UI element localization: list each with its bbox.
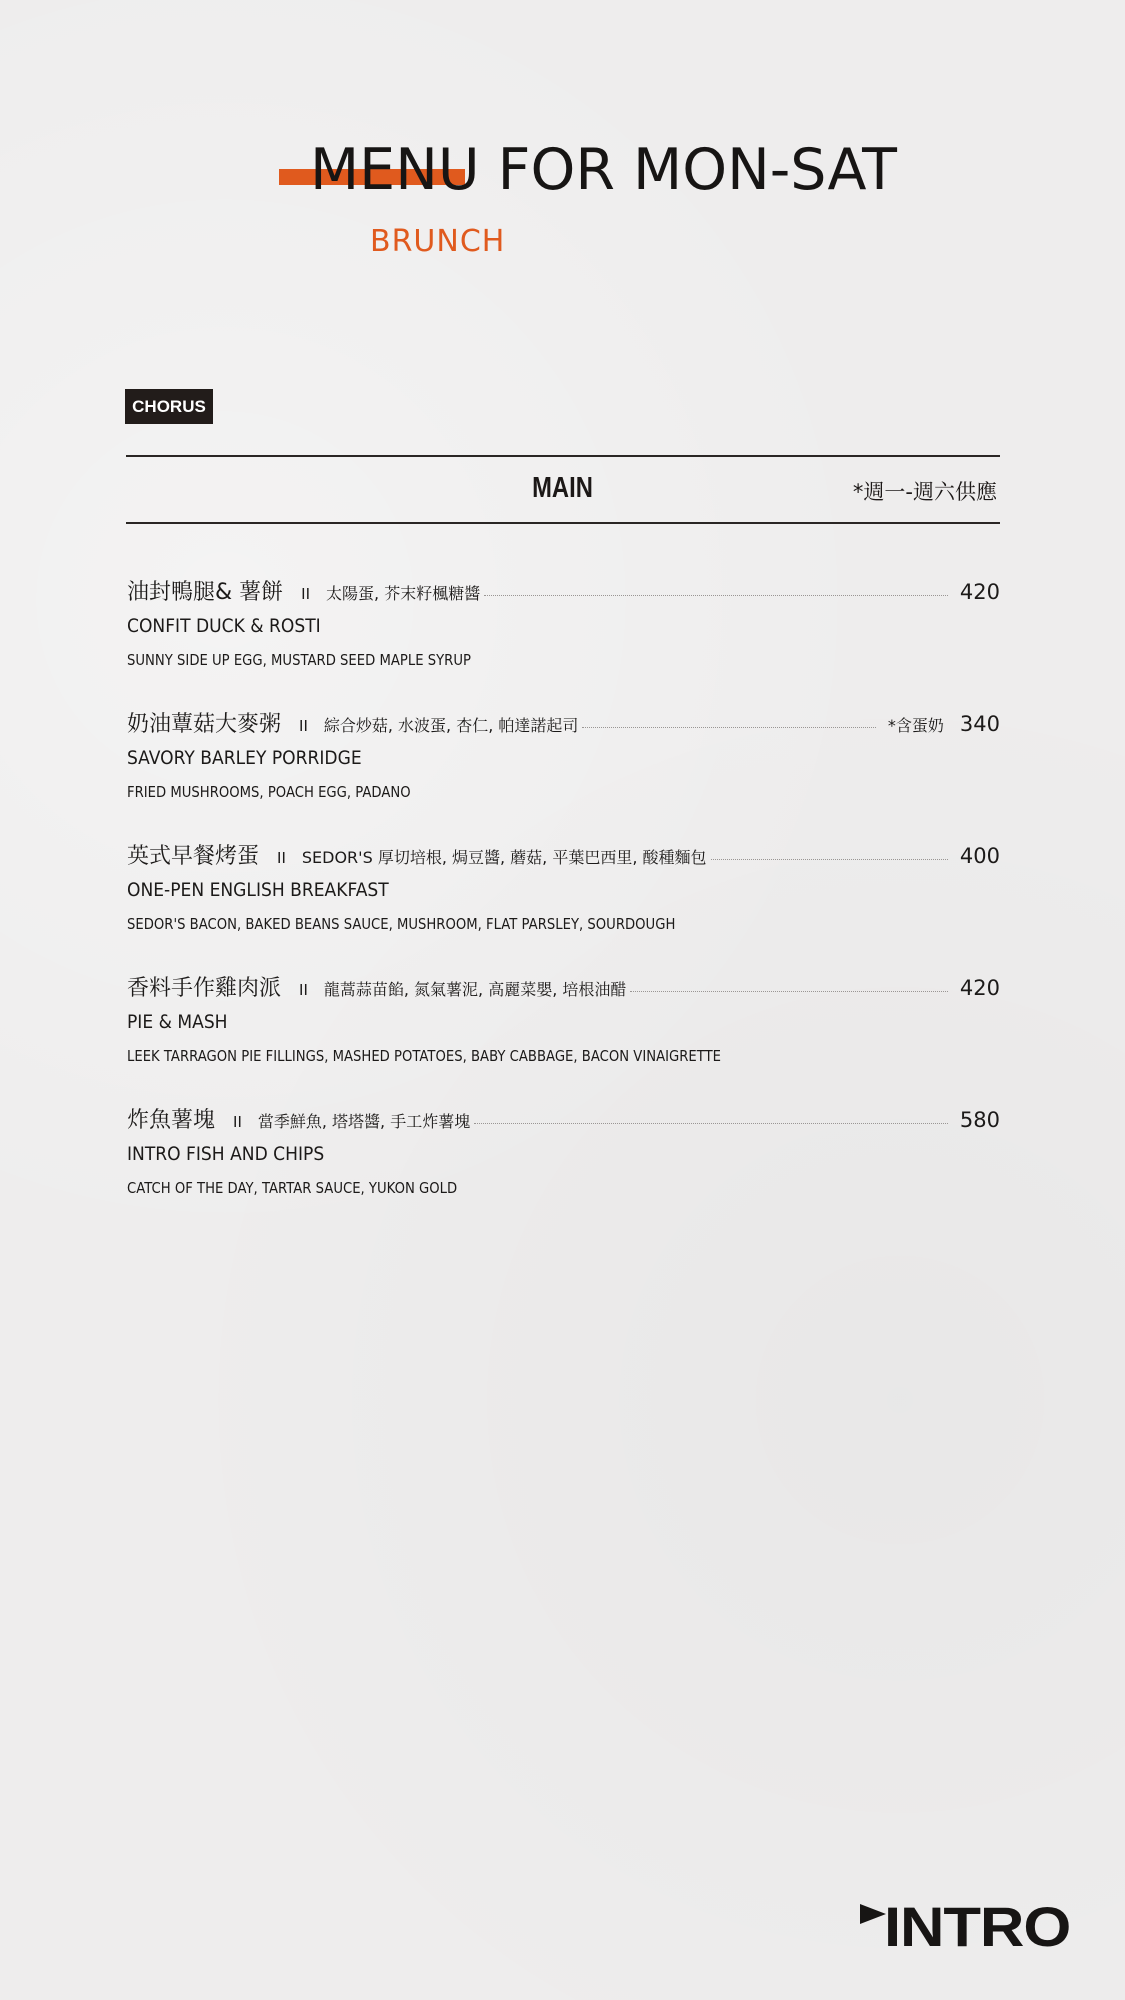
menu-item xyxy=(127,839,1000,971)
item-separator: II xyxy=(301,585,311,603)
menu-item-line xyxy=(127,839,1000,873)
item-separator: II xyxy=(299,981,308,999)
item-name-zh: 奶油蕈菇大麥粥 xyxy=(127,712,282,737)
menu-item-line xyxy=(127,575,1000,609)
item-separator: II xyxy=(233,1113,242,1131)
menu-item xyxy=(127,971,1000,1103)
menu-list xyxy=(127,575,1000,1235)
item-allergen-note: *含蛋奶 xyxy=(887,716,944,735)
dotted-leader xyxy=(630,991,948,992)
item-name-en: INTRO FISH AND CHIPS xyxy=(127,1143,325,1165)
item-separator: II xyxy=(277,849,286,867)
section-title: MAIN xyxy=(532,472,593,504)
page-title: MENU FOR MON-SAT xyxy=(310,137,897,203)
item-description-zh: 龍蒿蒜苗餡, 氮氣薯泥, 高麗菜嬰, 培根油醋 xyxy=(323,980,627,999)
dotted-leader xyxy=(474,1123,948,1124)
item-description-en: CATCH OF THE DAY, TARTAR SAUCE, YUKON GOLD xyxy=(127,1179,458,1197)
item-description-en: LEEK TARRAGON PIE FILLINGS, MASHED POTATOES, BABY CABBAGE, BACON VINAIGRETTE xyxy=(127,1047,721,1065)
item-description-zh: 太陽蛋, 芥末籽楓糖醬 xyxy=(326,584,481,603)
item-name-zh: 炸魚薯塊 xyxy=(127,1108,216,1133)
item-name-en: PIE & MASH xyxy=(127,1011,228,1033)
item-name-en: SAVORY BARLEY PORRIDGE xyxy=(127,747,362,769)
play-triangle-icon xyxy=(860,1904,886,1924)
item-name-zh: 油封鴨腿& 薯餅 xyxy=(127,580,284,605)
item-name-en: ONE-PEN ENGLISH BREAKFAST xyxy=(127,879,389,901)
item-price: 420 xyxy=(959,976,1000,1000)
page-subtitle: BRUNCH xyxy=(370,224,506,259)
menu-item-line xyxy=(127,971,1000,1005)
section-badge: CHORUS xyxy=(125,389,213,424)
brand-logo-text: INTRO xyxy=(884,1895,1071,1958)
item-description-zh: SEDOR'S 厚切培根, 焗豆醬, 蘑菇, 平葉巴西里, 酸種麵包 xyxy=(301,848,707,867)
item-price: 340 xyxy=(959,712,1000,736)
item-price: 400 xyxy=(959,844,1000,868)
dotted-leader xyxy=(582,727,875,728)
item-description-en: SEDOR'S BACON, BAKED BEANS SAUCE, MUSHROOM, FLAT PARSLEY, SOURDOUGH xyxy=(127,915,676,933)
dotted-leader xyxy=(484,595,948,596)
item-price: 420 xyxy=(959,580,1000,604)
item-separator: II xyxy=(299,717,308,735)
item-description-zh: 當季鮮魚, 塔塔醬, 手工炸薯塊 xyxy=(257,1112,471,1131)
menu-item xyxy=(127,707,1000,839)
section-note: *週一-週六供應 xyxy=(852,480,997,504)
item-name-zh: 英式早餐烤蛋 xyxy=(127,844,260,869)
menu-item-line xyxy=(127,707,1000,741)
item-description-en: FRIED MUSHROOMS, POACH EGG, PADANO xyxy=(127,783,411,801)
menu-item xyxy=(127,575,1000,707)
menu-item xyxy=(127,1103,1000,1235)
menu-item-line xyxy=(127,1103,1000,1137)
brand-logo xyxy=(860,1895,1071,1958)
item-description-en: SUNNY SIDE UP EGG, MUSTARD SEED MAPLE SYRUP xyxy=(127,651,471,669)
item-name-en: CONFIT DUCK & ROSTI xyxy=(127,615,321,637)
section-rule-bottom xyxy=(126,522,1000,524)
dotted-leader xyxy=(711,859,948,860)
section-rule-top xyxy=(126,455,1000,457)
item-price: 580 xyxy=(959,1108,1000,1132)
item-description-zh: 綜合炒菇, 水波蛋, 杏仁, 帕達諾起司 xyxy=(323,716,579,735)
item-name-zh: 香料手作雞肉派 xyxy=(127,976,282,1001)
